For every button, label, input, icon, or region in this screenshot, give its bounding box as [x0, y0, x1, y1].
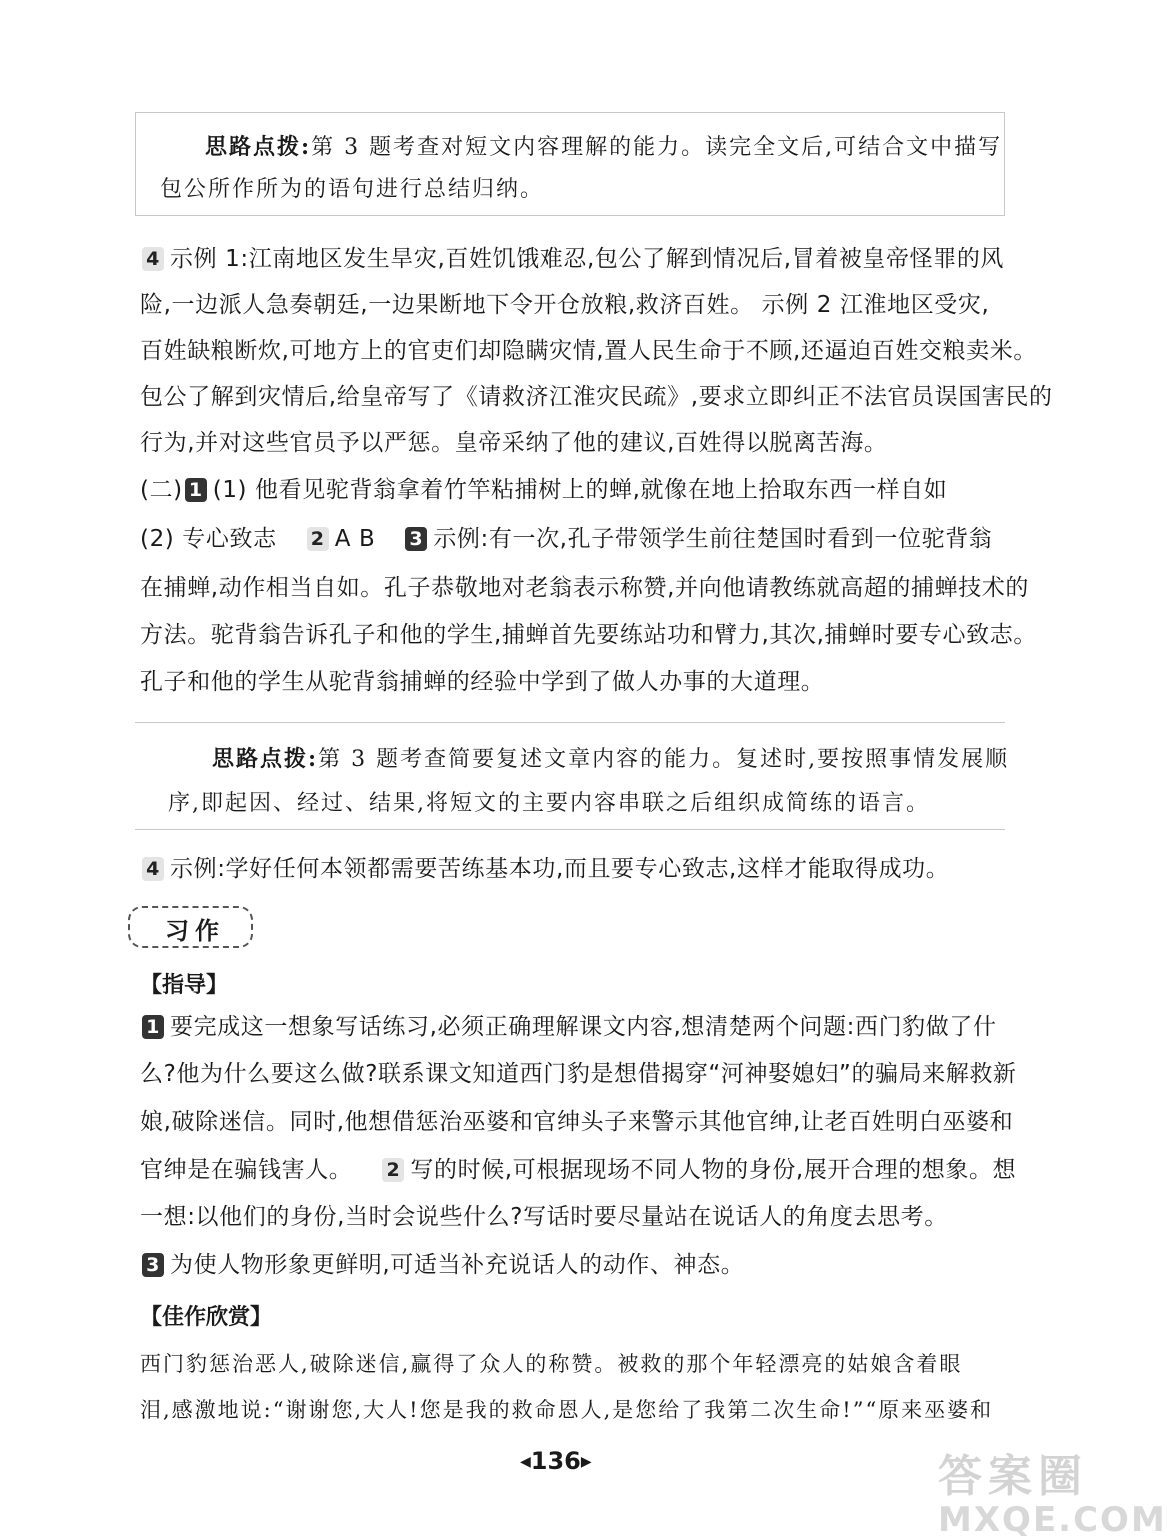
- part2-line-4: 方法。驼背翁告诉孔子和他的学生,捕蝉首先要练站功和臂力,其次,捕蝉时要专心致志。: [140, 622, 1037, 648]
- tip-1-label: 思路点拨:: [205, 134, 312, 160]
- watermark-logo: [938, 1440, 1167, 1540]
- question-number-badge: 4: [142, 857, 164, 881]
- part2-line-1: [140, 475, 947, 505]
- q4a-line-3: 百姓缺粮断炊,可地方上的官吏们却隐瞒灾情,置人民生命于不顾,还逼迫百姓交粮卖米。: [140, 338, 1037, 364]
- q4a-text-1: 示例 1:江南地区发生旱灾,百姓饥饿难忍,包公了解到情况后,冒着被皇帝怪罪的风: [170, 246, 1005, 272]
- question-number-badge: 1: [185, 478, 207, 502]
- guide-1-text-1: 要完成这一想象写话练习,必须正确理解课文内容,想清楚两个问题:西门豹做了什: [170, 1014, 997, 1040]
- q4a-line-4: 包公了解到灾情后,给皇帝写了《请救济江淮灾民疏》,要求立即纠正不法官员误国害民的: [140, 384, 1053, 410]
- guide-1-text-4: 官绅是在骗钱害人。: [140, 1157, 353, 1183]
- essay-line-2: 泪,感激地说:“谢谢您,大人!您是我的救命恩人,是您给了我第二次生命!”“原来巫婆和: [140, 1398, 994, 1422]
- question-number-badge: 4: [142, 247, 164, 271]
- q4a-line-5: 行为,并对这些官员予以严惩。皇帝采纳了他的建议,百姓得以脱离苦海。: [140, 430, 888, 456]
- q4b-line: [140, 854, 949, 884]
- guide-1-line-1: [140, 1012, 997, 1042]
- part2-answer-3: 示例:有一次,孔子带领学生前往楚国时看到一位驼背翁: [433, 526, 993, 552]
- tip-2-line-2: 序,即起因、经过、结果,将短文的主要内容串联之后组织成简练的语言。: [168, 791, 930, 816]
- guide-3-text: 为使人物形象更鲜明,可适当补充说话人的动作、神态。: [170, 1252, 745, 1278]
- essay-line-1: 西门豹惩治恶人,破除迷信,赢得了众人的称赞。被救的那个年轻漂亮的姑娘含着眼: [140, 1352, 963, 1376]
- tip-1-line-1: [205, 130, 1002, 161]
- question-number-badge: 3: [142, 1253, 164, 1277]
- page-number: [520, 1447, 592, 1475]
- q4b-text: 示例:学好任何本领都需要苦练基本功,而且要专心致志,这样才能取得成功。: [170, 856, 950, 882]
- q4a-line-2: 险,一边派人急奏朝廷,一边果断地下令开仓放粮,救济百姓。 示例 2 江淮地区受灾,: [140, 292, 990, 318]
- section-title: 习作: [165, 917, 225, 945]
- question-number-badge: 1: [142, 1015, 164, 1039]
- part2-line-3: 在捕蝉,动作相当自如。孔子恭敬地对老翁表示称赞,并向他请教练就高超的捕蝉技术的: [140, 575, 1030, 601]
- question-number-badge: 2: [382, 1158, 404, 1182]
- guide-1-line-3: 娘,破除迷信。同时,他想借惩治巫婆和官绅头子来警示其他官绅,让老百姓明白巫婆和: [140, 1109, 1014, 1135]
- part2-answer-2: A B: [334, 526, 376, 552]
- guide-2-text-1: 写的时候,可根据现场不同人物的身份,展开合理的想象。想: [410, 1157, 1017, 1183]
- tip-1-text-1: 第 3 题考查对短文内容理解的能力。读完全文后,可结合文中描写: [311, 135, 1003, 160]
- guide-1-line-2: 么?他为什么要这么做?联系课文知道西门豹是想借揭穿“河神娶媳妇”的骗局来解救新: [140, 1061, 1017, 1087]
- guide-1-line-4: [140, 1155, 1016, 1185]
- guide-3-line: [140, 1250, 744, 1280]
- question-number-badge: 2: [307, 527, 329, 551]
- question-number-badge: 3: [405, 527, 427, 551]
- arrow-right-icon: ▶: [580, 1454, 592, 1470]
- part2-prefix: (二): [140, 477, 183, 503]
- tip-2-text-1: 第 3 题考查简要复述文章内容的能力。复述时,要按照事情发展顺: [318, 747, 1010, 772]
- tip-2-line-1: [212, 742, 1009, 773]
- page-number-text: 136: [530, 1447, 581, 1475]
- watermark-url: MXQE.COM: [938, 1500, 1167, 1540]
- part2-answer-1b: (2) 专心致志: [140, 526, 277, 552]
- tip-2-label: 思路点拨:: [212, 746, 319, 772]
- watermark-chars: 答案圈: [938, 1451, 1088, 1502]
- guide-label: 【指导】: [140, 973, 229, 998]
- part2-line-2: [140, 524, 992, 554]
- arrow-left-icon: ◀: [520, 1454, 531, 1470]
- part2-line-5: 孔子和他的学生从驼背翁捕蝉的经验中学到了做人办事的大道理。: [140, 669, 825, 695]
- guide-2-line-2: 一想:以他们的身份,当时会说些什么?写话时要尽量站在说话人的角度去思考。: [140, 1204, 948, 1230]
- part2-answer-1: (1) 他看见驼背翁拿着竹竿粘捕树上的蝉,就像在地上拾取东西一样自如: [212, 477, 948, 503]
- essay-label: 【佳作欣赏】: [140, 1305, 273, 1330]
- q4a-line-1: [140, 244, 1004, 274]
- tip-1-line-2: 包公所作所为的语句进行总结归纳。: [160, 177, 545, 202]
